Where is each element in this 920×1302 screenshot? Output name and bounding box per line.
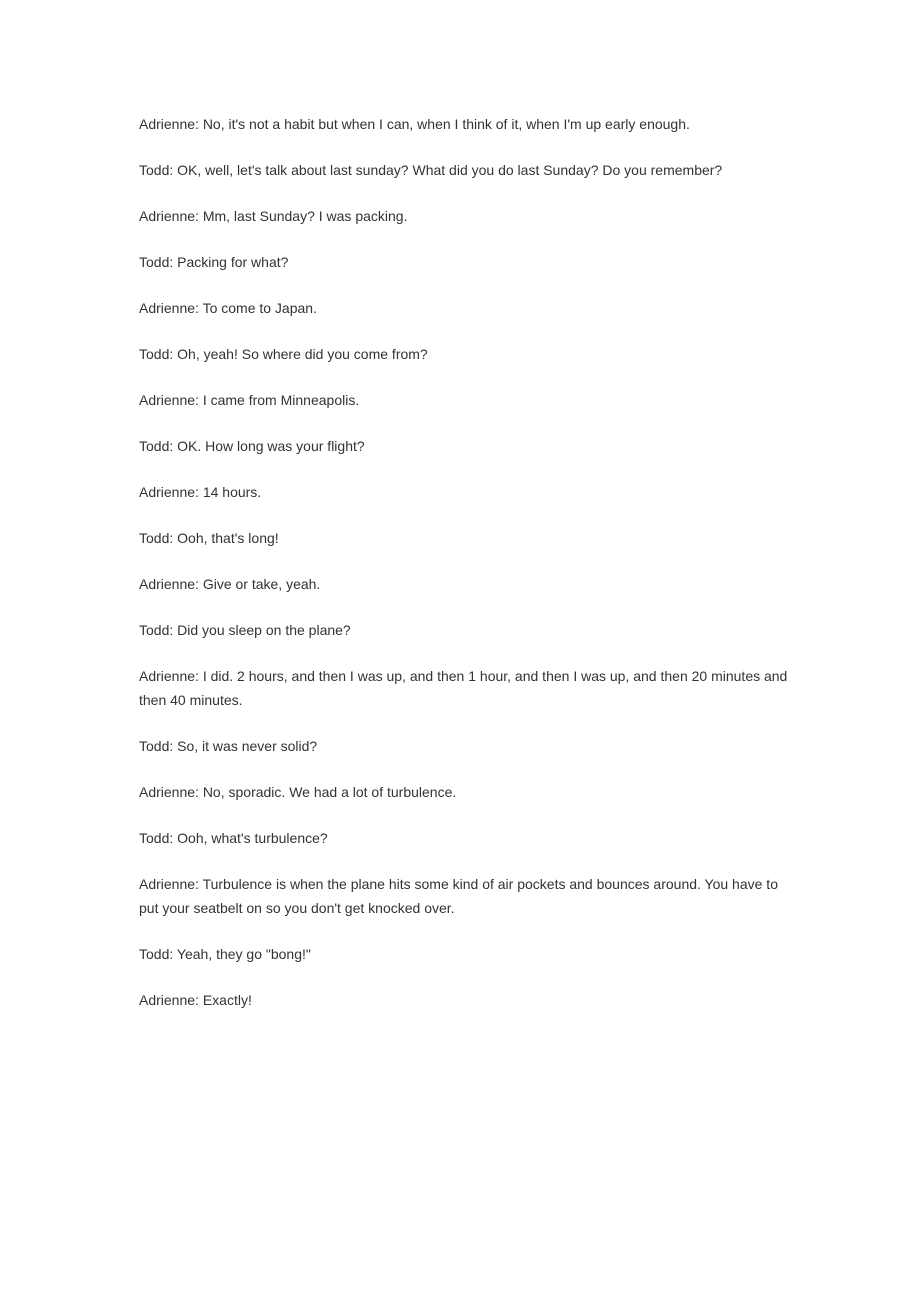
dialogue-line: Adrienne: To come to Japan. (139, 300, 317, 316)
dialogue-line: Adrienne: I came from Minneapolis. (139, 392, 360, 408)
dialogue-line: Adrienne: 14 hours. (139, 484, 262, 500)
dialogue-line: Todd: OK, well, let's talk about last sunday? What did you do last Sunday? Do you remember? (139, 162, 723, 178)
dialogue-line: Todd: OK. How long was your flight? (139, 438, 365, 454)
dialogue-line: Todd: Oh, yeah! So where did you come from? (139, 346, 428, 362)
dialogue-line: Todd: Packing for what? (139, 254, 289, 270)
dialogue-line: Adrienne: No, sporadic. We had a lot of turbulence. (139, 784, 457, 800)
dialogue-line: Adrienne: No, it's not a habit but when I can, when I think of it, when I'm up early enough. (139, 116, 690, 132)
dialogue-line: Todd: Yeah, they go "bong!" (139, 946, 311, 962)
dialogue-line: Adrienne: Mm, last Sunday? I was packing. (139, 208, 408, 224)
dialogue-line: Todd: So, it was never solid? (139, 738, 318, 754)
dialogue-line: Adrienne: Turbulence is when the plane hits some kind of air pockets and bounces around. You have to put your seatbelt on so you don't get knocked over. (139, 876, 778, 916)
dialogue-line: Todd: Ooh, that's long! (139, 530, 279, 546)
dialogue-line: Todd: Ooh, what's turbulence? (139, 830, 328, 846)
dialogue-line: Adrienne: I did. 2 hours, and then I was up, and then 1 hour, and then I was up, and then 20 minutes and then 40 minutes. (139, 668, 788, 708)
dialogue-line: Adrienne: Give or take, yeah. (139, 576, 321, 592)
dialogue-line: Adrienne: Exactly! (139, 992, 252, 1008)
dialogue-line: Todd: Did you sleep on the plane? (139, 622, 351, 638)
dialogue-transcript (139, 112, 789, 1034)
